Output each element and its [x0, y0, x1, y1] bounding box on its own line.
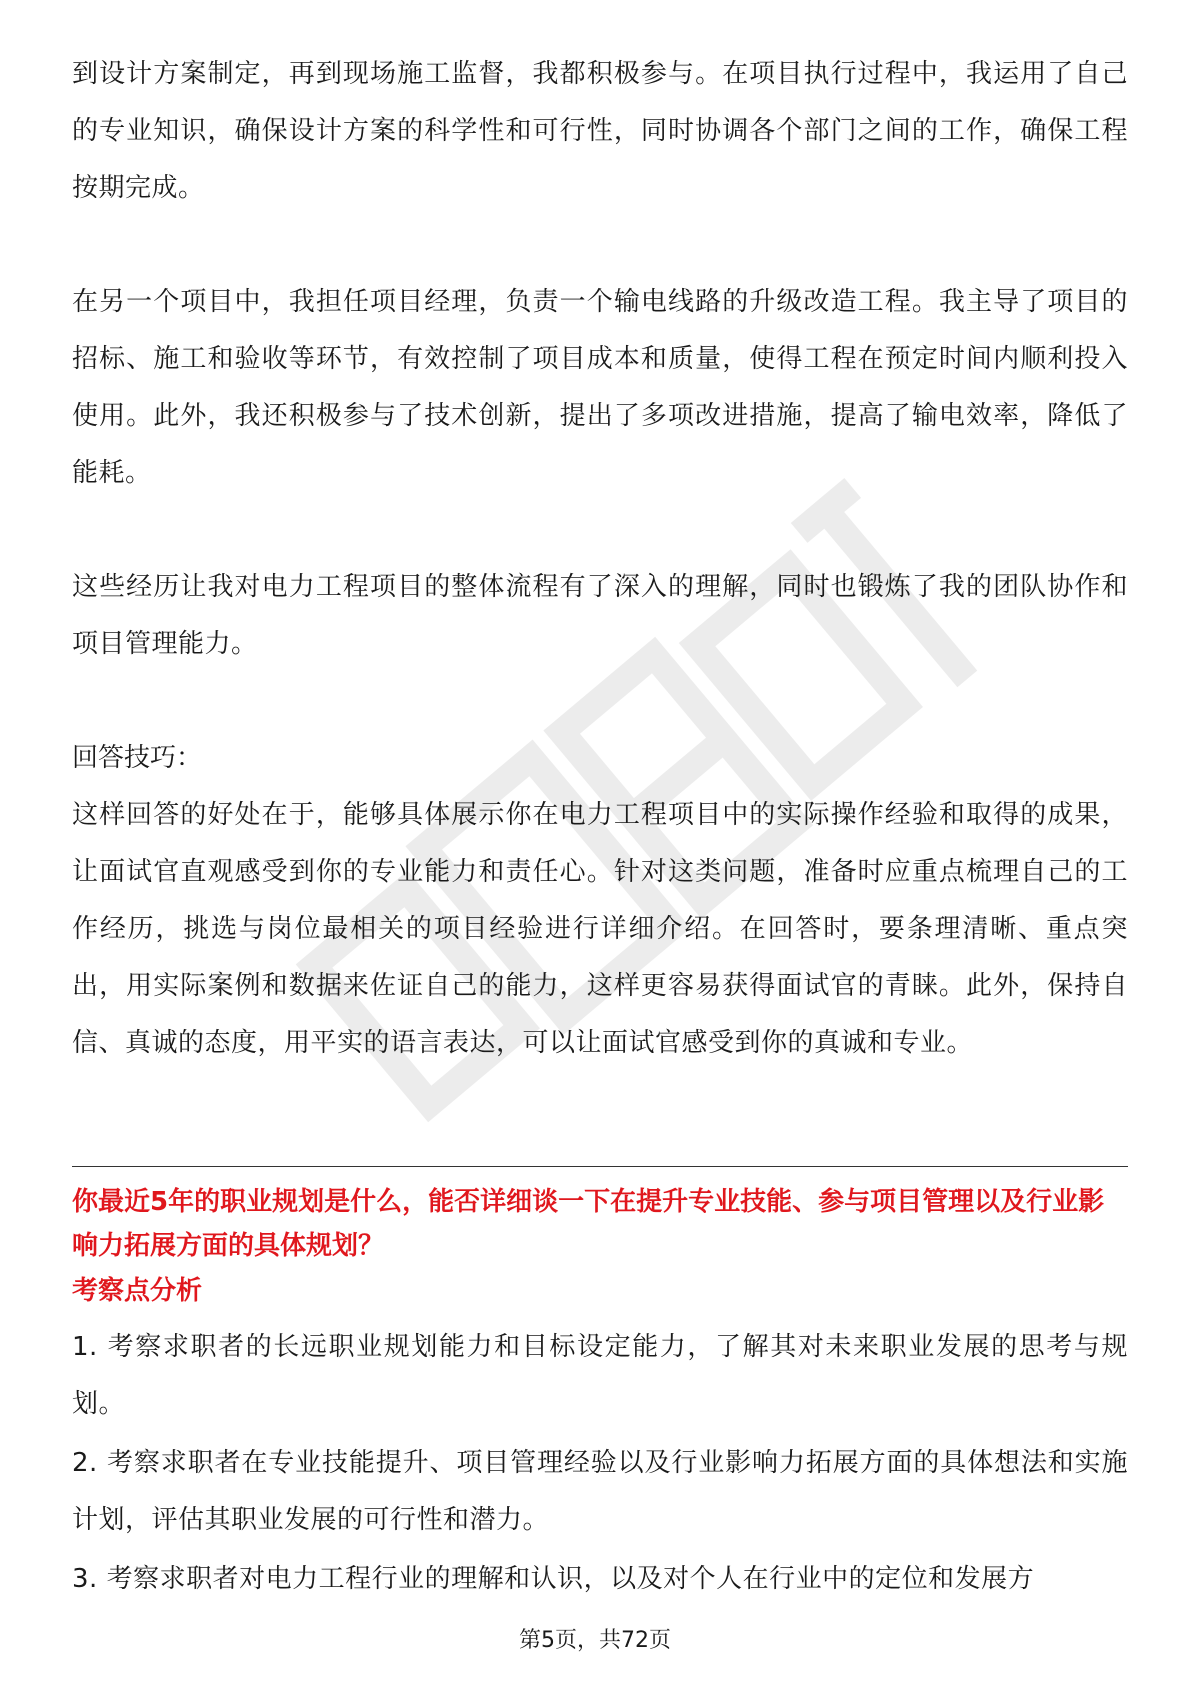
body-paragraph-1: 到设计方案制定，再到现场施工监督，我都积极参与。在项目执行过程中，我运用了自己的专业知识，确保设计方案的科学性和可行性，同时协调各个部门之间的工作，确保工程按期完成。	[72, 59, 1128, 203]
body-paragraph-2: 在另一个项目中，我担任项目经理，负责一个输电线路的升级改造工程。我主导了项目的招标、施工和验收等环节，有效控制了项目成本和质量，使得工程在预定时间内顺利投入使用。此外，我还积极参与了技术创新，提出了多项改进措施，提高了输电效率，降低了能耗。	[72, 287, 1128, 488]
tips-label: 回答技巧：	[72, 743, 203, 773]
tips-text: 这样回答的好处在于，能够具体展示你在电力工程项目中的实际操作经验和取得的成果，让面试官直观感受到你的专业能力和责任心。针对这类问题，准备时应重点梳理自己的工作经历，挑选与岗位最相关的项目经验进行详细介绍。在回答时，要条理清晰、重点突出，用实际案例和数据来佐证自己的能力，这样更容易获得面试官的青睐。此外，保持自信、真诚的态度，用平实的语言表达，可以让面试官感受到你的真诚和专业。	[72, 800, 1128, 1058]
analysis-title: 考察点分析	[72, 1276, 203, 1306]
page-content	[72, 46, 1128, 1072]
section-divider	[72, 1166, 1128, 1167]
page-number: 第5页，共72页	[519, 1628, 671, 1653]
analysis-point-3: 3. 考察求职者对电力工程行业的理解和认识，以及对个人在行业中的定位和发展方	[72, 1564, 1035, 1594]
analysis-point-1: 1. 考察求职者的长远职业规划能力和目标设定能力，了解其对未来职业发展的思考与规划。	[72, 1332, 1128, 1419]
analysis-point-2: 2. 考察求职者在专业技能提升、项目管理经验以及行业影响力拓展方面的具体想法和实施计划，评估其职业发展的可行性和潜力。	[72, 1448, 1128, 1535]
body-paragraph-3: 这些经历让我对电力工程项目的整体流程有了深入的理解，同时也锻炼了我的团队协作和项目管理能力。	[72, 572, 1128, 659]
analysis-points	[72, 1319, 1128, 1610]
question-heading: 你最近5年的职业规划是什么，能否详细谈一下在提升专业技能、参与项目管理以及行业影响力拓展方面的具体规划？	[72, 1187, 1105, 1261]
